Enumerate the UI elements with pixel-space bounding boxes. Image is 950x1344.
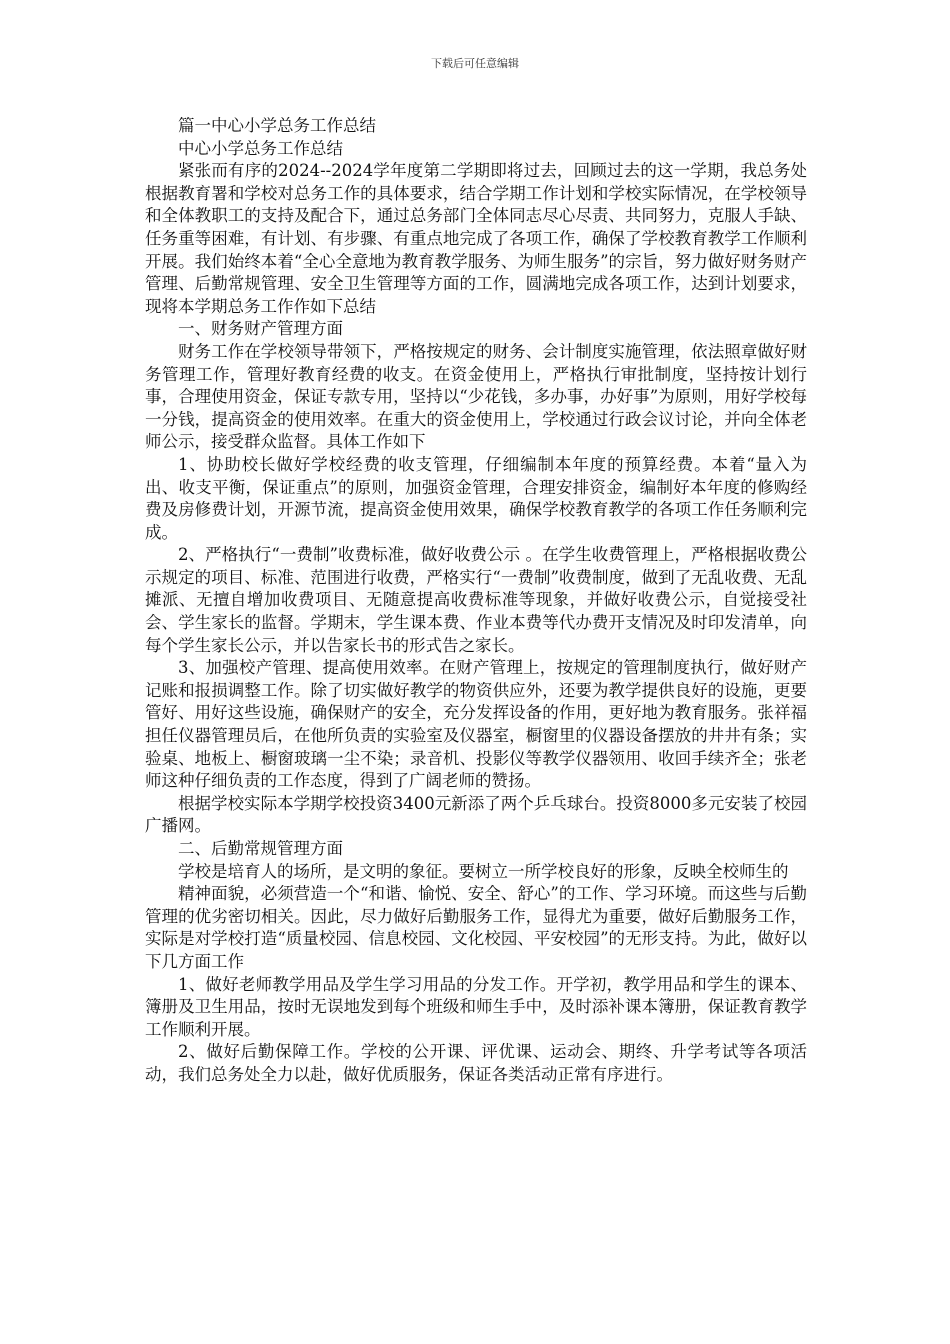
- body-paragraph: 1、做好老师教学用品及学生学习用品的分发工作。开学初，教学用品和学生的课本、簿册及卫生用品，按时无误地发到每个班级和师生手中，及时添补课本簿册，保证教育教学工作顺利开展。: [145, 974, 807, 1039]
- body-paragraph: 2、严格执行“一费制”收费标准，做好收费公示 。在学生收费管理上，严格根据收费公示规定的项目、标准、范围进行收费，严格实行“一费制”收费制度，做到了无乱收费、无乱摊派、无擅自增加收费项目、无随意提高收费标准等现象，并做好收费公示，自觉接受社会、学生家长的监督。学期末，学生课本费、作业本费等代办费开支情况及时印发清单，向每个学生家长公示，并以告家长书的形式告之家长。: [145, 545, 807, 655]
- document-body: [145, 115, 807, 1087]
- intro-paragraph: 紧张而有序的2024--2024学年度第二学期即将过去，回顾过去的这一学期，我总务处根据教育署和学校对总务工作的具体要求，结合学期工作计划和学校实际情况，在学校领导和全体教职工的支持及配合下，通过总务部门全体同志尽心尽责、共同努力，克服人手缺、任务重等困难，有计划、有步骤、有重点地完成了各项工作，确保了学校教育教学工作顺利开展。我们始终本着“全心全意地为教育教学服务、为师生服务”的宗旨，努力做好财务财产管理、后勤常规管理、安全卫生管理等方面的工作，圆满地完成各项工作，达到计划要求，现将本学期总务工作作如下总结: [145, 161, 807, 316]
- body-paragraph: 3、加强校产管理、提高使用效率。在财产管理上，按规定的管理制度执行，做好财产记账和报损调整工作。除了切实做好教学的物资供应外，还要为教学提供良好的设施，更要管好、用好这些设施，确保财产的安全，充分发挥设备的作用，更好地为教育服务。张祥福担任仪器管理员后，在他所负责的实验室及仪器室，橱窗里的仪器设备摆放的井井有条；实验桌、地板上、橱窗玻璃一尘不染；录音机、投影仪等教学仪器领用、收回手续齐全；张老师这种仔细负责的工作态度，得到了广阔老师的赞扬。: [145, 658, 807, 791]
- body-paragraph: 学校是培育人的场所，是文明的象征。要树立一所学校良好的形象，反映全校师生的: [178, 861, 789, 881]
- body-paragraph: 精神面貌，必须营造一个“和谐、愉悦、安全、舒心”的工作、学习环境。而这些与后勤管理的优劣密切相关。因此，尽力做好后勤服务工作，显得尤为重要，做好后勤服务工作，实际是对学校打造“质量校园、信息校园、文化校园、平安校园”的无形支持。为此，做好以下几方面工作: [145, 884, 807, 971]
- document-subtitle: 中心小学总务工作总结: [178, 138, 343, 158]
- section-heading-finance: 一、财务财产管理方面: [178, 319, 343, 339]
- body-paragraph: 1、协助校长做好学校经费的收支管理，仔细编制本年度的预算经费。本着“量入为出、收支平衡，保证重点”的原则，加强资金管理，合理安排资金，编制好本年度的修购经费及房修费计划，开源节流，提高资金使用效果，确保学校教育教学的各项工作任务顺利完成。: [145, 454, 807, 542]
- page-header: 下载后可任意编辑: [431, 57, 519, 70]
- body-paragraph: 2、做好后勤保障工作。学校的公开课、评优课、运动会、期终、升学考试等各项活动，我们总务处全力以赴，做好优质服务，保证各类活动正常有序进行。: [145, 1042, 807, 1084]
- body-paragraph: 根据学校实际本学期学校投资3400元新添了两个乒乓球台。投资8000多元安装了校园广播网。: [145, 793, 807, 836]
- section-heading-logistics: 二、后勤常规管理方面: [178, 839, 343, 858]
- document-title: 篇一中心小学总务工作总结: [178, 116, 376, 135]
- body-paragraph: 财务工作在学校领导带领下，严格按规定的财务、会计制度实施管理，依法照章做好财务管理工作，管理好教育经费的收支。在资金使用上，严格执行审批制度，坚持按计划行事，合理使用资金，保证专款专用，坚持以“少花钱，多办事，办好事”为原则，用好学校每一分钱，提高资金的使用效率。在重大的资金使用上，学校通过行政会议讨论，并向全体老师公示，接受群众监督。具体工作如下: [145, 341, 807, 452]
